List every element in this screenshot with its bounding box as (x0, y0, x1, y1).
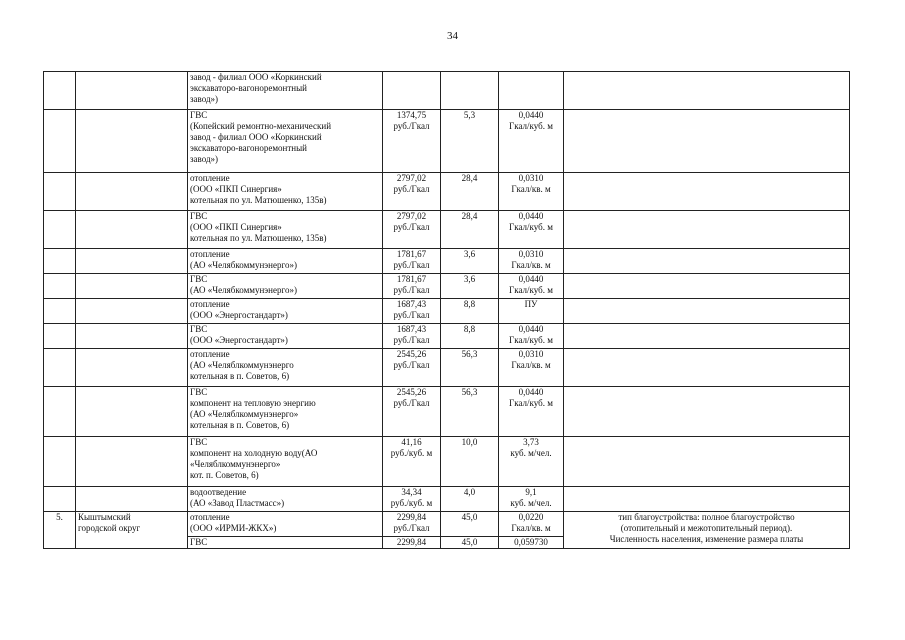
conditions-cell-line: Численность населения, изменение размера платы (609, 534, 804, 544)
service-cell-line: ГВС (190, 274, 208, 284)
tariff-cell-line: руб./Гкал (393, 335, 430, 345)
service-cell-line: (ООО «Энергостандарт») (190, 335, 288, 345)
service-cell-line: (ООО «ИРМИ-ЖКХ») (190, 523, 277, 533)
service-cell-line: отопление (190, 249, 230, 259)
tariff-cell-line: руб./Гкал (393, 360, 430, 370)
district-cell (76, 274, 188, 299)
table-row (44, 387, 850, 437)
number-cell (44, 211, 76, 249)
number-cell (44, 299, 76, 324)
service-cell-line: котельная в п. Советов, 6) (190, 420, 290, 430)
page-number: 34 (447, 30, 458, 42)
normative-cell (499, 299, 564, 324)
number-cell (44, 249, 76, 274)
conditions-cell (564, 437, 850, 487)
value-cell-line: 3,6 (463, 249, 476, 259)
conditions-cell-line: (отопительный и межотопительный период). (620, 523, 793, 533)
value-cell-line: 10,0 (461, 437, 478, 447)
value-cell (441, 324, 499, 349)
table-row (44, 324, 850, 349)
district-cell (76, 324, 188, 349)
normative-cell-line: Гкал/куб. м (509, 285, 553, 295)
conditions-cell (564, 349, 850, 387)
table-row (44, 173, 850, 211)
normative-cell-line: 0,0310 (518, 349, 544, 359)
tariff-cell-line: руб./Гкал (393, 184, 430, 194)
tariff-cell-line: 1687,43 (396, 299, 427, 309)
value-cell-line: 28,4 (461, 211, 478, 221)
tariff-cell-line: 41,16 (401, 437, 422, 447)
tariff-table (43, 71, 850, 549)
normative-cell-line: 0,0310 (518, 173, 544, 183)
table-row (44, 72, 850, 110)
conditions-cell (564, 173, 850, 211)
normative-cell-line: Гкал/куб. м (509, 335, 553, 345)
conditions-cell (564, 487, 850, 512)
value-cell-line: 8,8 (463, 324, 476, 334)
service-cell-line: ГВС (190, 211, 208, 221)
number-cell (44, 324, 76, 349)
normative-cell-line: Гкал/кв. м (511, 523, 551, 533)
service-cell-line: компонент на холодную воду(АО (190, 448, 318, 458)
value-cell (441, 437, 499, 487)
value-cell (441, 299, 499, 324)
value-cell (441, 512, 499, 537)
normative-cell-line: 0,059730 (514, 537, 548, 547)
service-cell-line: ГВС (190, 324, 208, 334)
table-row (44, 349, 850, 387)
tariff-cell-line: руб./Гкал (393, 398, 430, 408)
normative-cell-line: 9,1 (525, 487, 537, 497)
number-cell (44, 487, 76, 512)
district-cell-line: городской округ (78, 523, 141, 533)
normative-cell-line: 0,0440 (518, 110, 544, 120)
normative-cell (499, 274, 564, 299)
tariff-cell-line: 2797,02 (396, 173, 427, 183)
normative-cell-line: Гкал/куб. м (509, 121, 553, 131)
tariff-cell-line: 1687,43 (396, 324, 427, 334)
service-cell-line: ГВС (190, 110, 208, 120)
normative-cell-line: 0,0440 (518, 274, 544, 284)
tariff-cell-line: 2797,02 (396, 211, 427, 221)
value-cell (441, 173, 499, 211)
tariff-cell (383, 512, 441, 537)
tariff-cell-line: 1781,67 (396, 249, 427, 259)
tariff-cell-line: 2545,26 (396, 387, 427, 397)
service-cell-line: завод») (190, 154, 219, 164)
normative-cell (499, 537, 564, 549)
conditions-cell (564, 110, 850, 173)
normative-cell (499, 72, 564, 110)
tariff-cell (383, 72, 441, 110)
table-row (44, 211, 850, 249)
value-cell (441, 537, 499, 549)
conditions-cell (564, 324, 850, 349)
service-cell-line: котельная по ул. Матюшенко, 135в) (190, 233, 327, 243)
value-cell-line: 56,3 (461, 387, 478, 397)
tariff-cell (383, 249, 441, 274)
value-cell-line: 4,0 (463, 487, 476, 497)
district-cell (76, 299, 188, 324)
value-cell-line: 5,3 (463, 110, 476, 120)
tariff-cell-line: руб./куб. м (390, 448, 433, 458)
service-cell-line: «Челяблкоммунэнерго» (190, 459, 281, 469)
normative-cell-line: Гкал/куб. м (509, 398, 553, 408)
normative-cell-line: куб. м/чел. (510, 498, 552, 508)
normative-cell (499, 437, 564, 487)
tariff-cell (383, 324, 441, 349)
tariff-cell-line: руб./Гкал (393, 260, 430, 270)
normative-cell (499, 487, 564, 512)
service-cell (188, 173, 383, 211)
service-cell-line: отопление (190, 512, 230, 522)
table-row (44, 249, 850, 274)
value-cell-line: 28,4 (461, 173, 478, 183)
tariff-cell (383, 487, 441, 512)
normative-cell-line: 0,0310 (518, 249, 544, 259)
number-cell (44, 110, 76, 173)
district-cell (76, 211, 188, 249)
value-cell-line: 56,3 (461, 349, 478, 359)
value-cell (441, 349, 499, 387)
tariff-cell (383, 537, 441, 549)
service-cell-line: экскаваторо-вагоноремонтный (190, 143, 307, 153)
district-cell (76, 387, 188, 437)
service-cell-line: отопление (190, 349, 230, 359)
normative-cell-line: 0,0440 (518, 387, 544, 397)
value-cell (441, 110, 499, 173)
service-cell-line: (ООО «ПКП Синергия» (190, 222, 282, 232)
number-cell (44, 72, 76, 110)
conditions-cell (564, 512, 850, 549)
service-cell-line: котельная в п. Советов, 6) (190, 371, 290, 381)
district-cell (76, 487, 188, 512)
value-cell-line: 45,0 (461, 512, 478, 522)
district-cell (76, 512, 188, 549)
tariff-cell-line: руб./куб. м (390, 498, 433, 508)
number-cell (44, 387, 76, 437)
district-cell (76, 173, 188, 211)
service-cell-line: завод») (190, 94, 219, 104)
service-cell-line: отопление (190, 299, 230, 309)
service-cell-line: (ООО «ПКП Синергия» (190, 184, 282, 194)
tariff-cell-line: 2545,26 (396, 349, 427, 359)
normative-cell-line: 0,0440 (518, 211, 544, 221)
value-cell (441, 274, 499, 299)
normative-cell (499, 211, 564, 249)
service-cell-line: отопление (190, 173, 230, 183)
service-cell-line: (АО «Челябкоммунэнерго») (190, 285, 297, 295)
service-cell (188, 487, 383, 512)
value-cell-line: 45,0 (461, 537, 478, 547)
conditions-cell-line: тип благоустройства: полное благоустройство (618, 512, 795, 522)
normative-cell (499, 173, 564, 211)
tariff-cell (383, 274, 441, 299)
number-cell (44, 437, 76, 487)
service-cell-line: компонент на тепловую энергию (190, 398, 316, 408)
value-cell-line: 8,8 (463, 299, 476, 309)
service-cell (188, 274, 383, 299)
number-cell (44, 512, 76, 549)
tariff-cell (383, 437, 441, 487)
normative-cell-line: Гкал/куб. м (509, 222, 553, 232)
number-cell (44, 349, 76, 387)
service-cell-line: ГВС (190, 437, 208, 447)
service-cell (188, 324, 383, 349)
service-cell (188, 349, 383, 387)
conditions-cell (564, 72, 850, 110)
normative-cell-line: куб. м/чел. (510, 448, 552, 458)
tariff-cell-line: 2299,84 (396, 537, 427, 547)
value-cell (441, 72, 499, 110)
tariff-cell (383, 349, 441, 387)
service-cell-line: котельная по ул. Матюшенко, 135в) (190, 195, 327, 205)
service-cell (188, 211, 383, 249)
table-row (44, 487, 850, 512)
tariff-cell (383, 110, 441, 173)
normative-cell-line: Гкал/кв. м (511, 360, 551, 370)
service-cell (188, 299, 383, 324)
table-row (44, 512, 850, 537)
district-cell (76, 249, 188, 274)
tariff-cell-line: 2299,84 (396, 512, 427, 522)
service-cell-line: ГВС (190, 387, 208, 397)
conditions-cell (564, 274, 850, 299)
service-cell-line: (АО «Челяблкоммунэнерго» (190, 409, 299, 419)
value-cell (441, 387, 499, 437)
service-cell-line: завод - филиал ООО «Коркинский (190, 132, 322, 142)
service-cell-line: (ООО «Энергостандарт») (190, 310, 288, 320)
tariff-cell-line: руб./Гкал (393, 121, 430, 131)
tariff-cell-line: 1781,67 (396, 274, 427, 284)
normative-cell (499, 387, 564, 437)
district-cell (76, 110, 188, 173)
normative-cell-line: Гкал/кв. м (511, 260, 551, 270)
service-cell-line: водоотведение (190, 487, 247, 497)
district-cell-line: Кыштымский (78, 512, 131, 522)
service-cell (188, 437, 383, 487)
normative-cell-line: 0,0220 (518, 512, 544, 522)
tariff-cell (383, 299, 441, 324)
service-cell-line: экскаваторо-вагоноремонтный (190, 83, 307, 93)
service-cell (188, 512, 383, 537)
normative-cell-line: Гкал/кв. м (511, 184, 551, 194)
district-cell (76, 349, 188, 387)
tariff-cell-line: руб./Гкал (393, 285, 430, 295)
district-cell (76, 437, 188, 487)
conditions-cell (564, 387, 850, 437)
tariff-cell (383, 211, 441, 249)
normative-cell (499, 110, 564, 173)
value-cell (441, 211, 499, 249)
tariff-cell-line: руб./Гкал (393, 523, 430, 533)
service-cell (188, 537, 383, 549)
normative-cell-line: ПУ (524, 299, 538, 309)
service-cell-line: (АО «Челябкоммунэнерго») (190, 260, 297, 270)
conditions-cell (564, 299, 850, 324)
service-cell-line: (АО «Челяблкоммунэнерго (190, 360, 294, 370)
table-row (44, 299, 850, 324)
table-row (44, 437, 850, 487)
service-cell-line: завод - филиал ООО «Коркинский (190, 72, 322, 82)
service-cell-line: (АО «Завод Пластмасс») (190, 498, 285, 508)
tariff-cell-line: 34,34 (401, 487, 422, 497)
table-row (44, 110, 850, 173)
tariff-cell (383, 387, 441, 437)
normative-cell-line: 0,0440 (518, 324, 544, 334)
tariff-cell-line: руб./Гкал (393, 310, 430, 320)
normative-cell (499, 349, 564, 387)
value-cell (441, 249, 499, 274)
tariff-cell (383, 173, 441, 211)
normative-cell (499, 249, 564, 274)
number-cell (44, 274, 76, 299)
tariff-cell-line: руб./Гкал (393, 222, 430, 232)
service-cell-line: (Копейский ремонтно-механический (190, 121, 332, 131)
service-cell (188, 110, 383, 173)
normative-cell (499, 324, 564, 349)
service-cell (188, 387, 383, 437)
number-cell-line: 5. (56, 512, 63, 522)
value-cell-line: 3,6 (463, 274, 476, 284)
service-cell (188, 72, 383, 110)
value-cell (441, 487, 499, 512)
service-cell-line: кот. п. Советов, 6) (190, 470, 259, 480)
tariff-cell-line: 1374,75 (396, 110, 427, 120)
table-row (44, 274, 850, 299)
normative-cell (499, 512, 564, 537)
service-cell (188, 249, 383, 274)
conditions-cell (564, 249, 850, 274)
conditions-cell (564, 211, 850, 249)
district-cell (76, 72, 188, 110)
service-cell-line: ГВС (190, 537, 208, 547)
normative-cell-line: 3,73 (523, 437, 539, 447)
number-cell (44, 173, 76, 211)
